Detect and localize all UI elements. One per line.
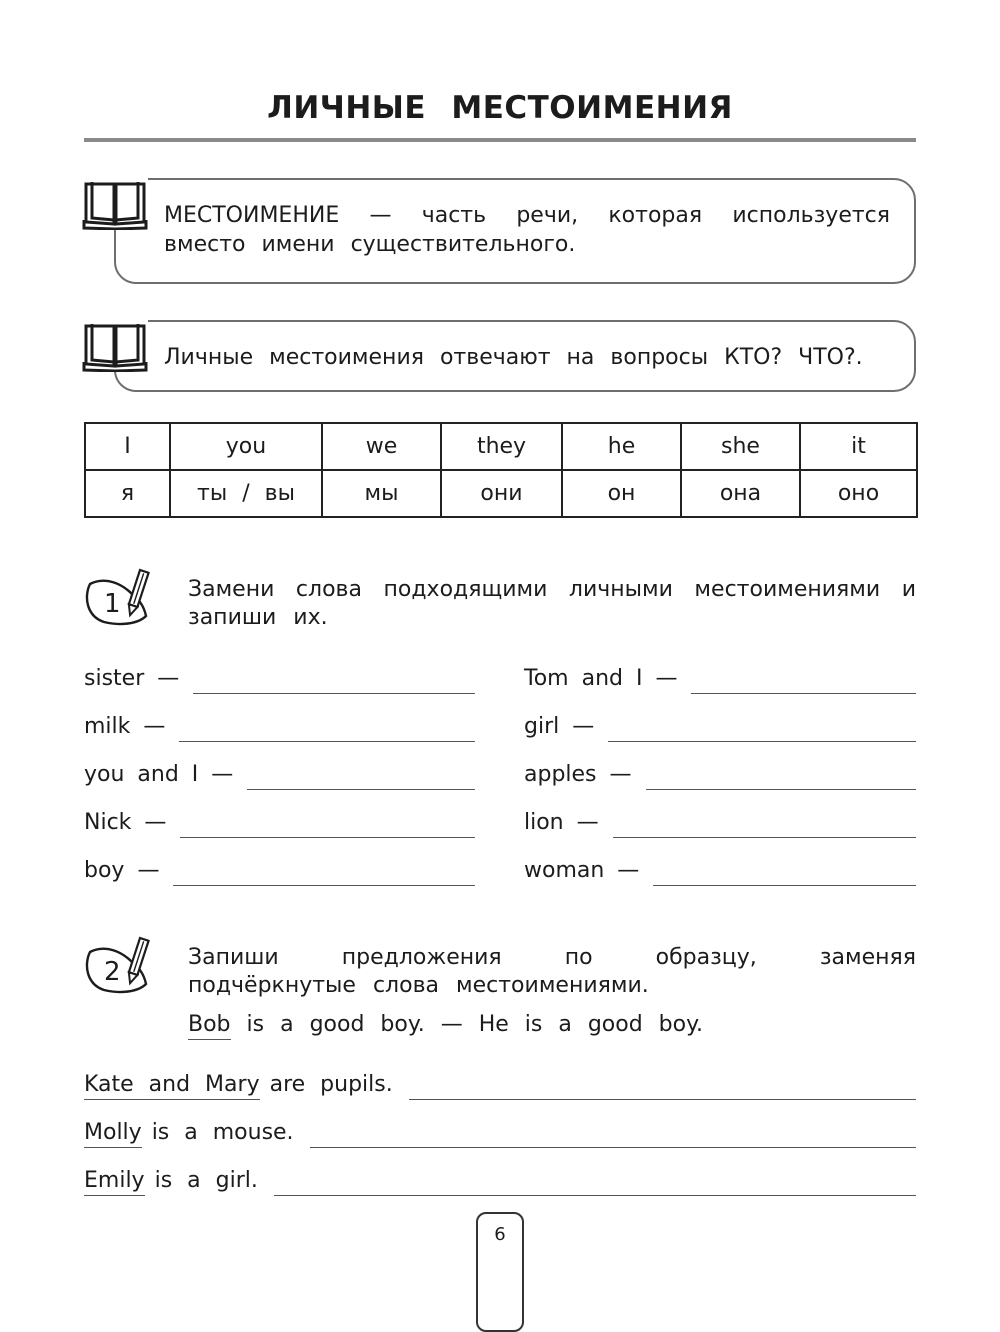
table-cell: он xyxy=(562,470,681,517)
exercise-item: lion — xyxy=(524,810,916,840)
sentence-item: Molly is a mouse. xyxy=(84,1120,916,1154)
table-cell: оно xyxy=(800,470,917,517)
table-cell: они xyxy=(441,470,562,517)
table-cell: ты / вы xyxy=(170,470,322,517)
task-number: 2 xyxy=(104,957,121,987)
answer-line[interactable] xyxy=(691,692,916,694)
exercise-item: apples — xyxy=(524,762,916,792)
page-title: ЛИЧНЫЕ МЕСТОИМЕНИЯ xyxy=(267,90,733,126)
answer-line[interactable] xyxy=(613,836,916,838)
task-instruction: Запиши предложения по образцу, заменяя подчёркнутые слова местоимениями. xyxy=(188,945,916,998)
answer-line[interactable] xyxy=(409,1098,916,1100)
exercise-item: milk — xyxy=(84,714,475,744)
table-cell: она xyxy=(681,470,800,517)
table-cell: you xyxy=(170,423,322,470)
answer-line[interactable] xyxy=(193,692,475,694)
exercise-right-column xyxy=(524,666,916,888)
table-cell: we xyxy=(322,423,441,470)
russian-pronouns-row xyxy=(85,470,917,517)
answer-line[interactable] xyxy=(310,1146,916,1148)
exercise-item: boy — xyxy=(84,858,475,888)
answer-line[interactable] xyxy=(180,836,475,838)
title-divider xyxy=(84,138,916,142)
answer-line[interactable] xyxy=(646,788,916,790)
answer-line[interactable] xyxy=(653,884,916,886)
table-cell: it xyxy=(800,423,917,470)
table-cell: they xyxy=(441,423,562,470)
example-sentence xyxy=(188,1012,703,1037)
open-book-icon xyxy=(82,318,148,372)
exercise-item: girl — xyxy=(524,714,916,744)
task-instruction: Замени слова подходящими личными местоимениями и запиши их. xyxy=(188,577,916,630)
answer-line[interactable] xyxy=(179,740,475,742)
underlined-word: Bob xyxy=(188,1012,231,1040)
exercise-item: woman — xyxy=(524,858,916,888)
exercise-item: Nick — xyxy=(84,810,475,840)
sentences-list xyxy=(84,1072,916,1202)
answer-line[interactable] xyxy=(173,884,475,886)
answer-line[interactable] xyxy=(274,1194,916,1196)
underlined-word: Emily xyxy=(84,1168,145,1196)
answer-line[interactable] xyxy=(247,788,475,790)
rule-text: Личные местоимения отвечают на вопросы КТО? ЧТО?. xyxy=(164,345,863,370)
sentence-item: Kate and Mary are pupils. xyxy=(84,1072,916,1106)
exercise-item: sister — xyxy=(84,666,475,696)
table-cell: she xyxy=(681,423,800,470)
english-pronouns-row xyxy=(85,423,917,470)
table-cell: I xyxy=(85,423,170,470)
exercise-left-column xyxy=(84,666,475,888)
definition-text: МЕСТОИМЕНИЕ — часть речи, которая используется вместо имени существительного. xyxy=(164,203,890,257)
underlined-word: Molly xyxy=(84,1120,142,1148)
pronoun-table xyxy=(84,422,918,518)
answer-line[interactable] xyxy=(608,740,916,742)
exercise-item: Tom and I — xyxy=(524,666,916,696)
table-cell: he xyxy=(562,423,681,470)
sentence-item: Emily is a girl. xyxy=(84,1168,916,1202)
table-cell: мы xyxy=(322,470,441,517)
exercise-item: you and I — xyxy=(84,762,475,792)
underlined-word: Kate and Mary xyxy=(84,1072,260,1100)
table-cell: я xyxy=(85,470,170,517)
example-rest: is a good boy. — He is a good boy. xyxy=(246,1012,703,1037)
task-number: 1 xyxy=(104,589,121,619)
open-book-icon xyxy=(82,176,148,230)
page-number: 6 xyxy=(476,1212,524,1332)
